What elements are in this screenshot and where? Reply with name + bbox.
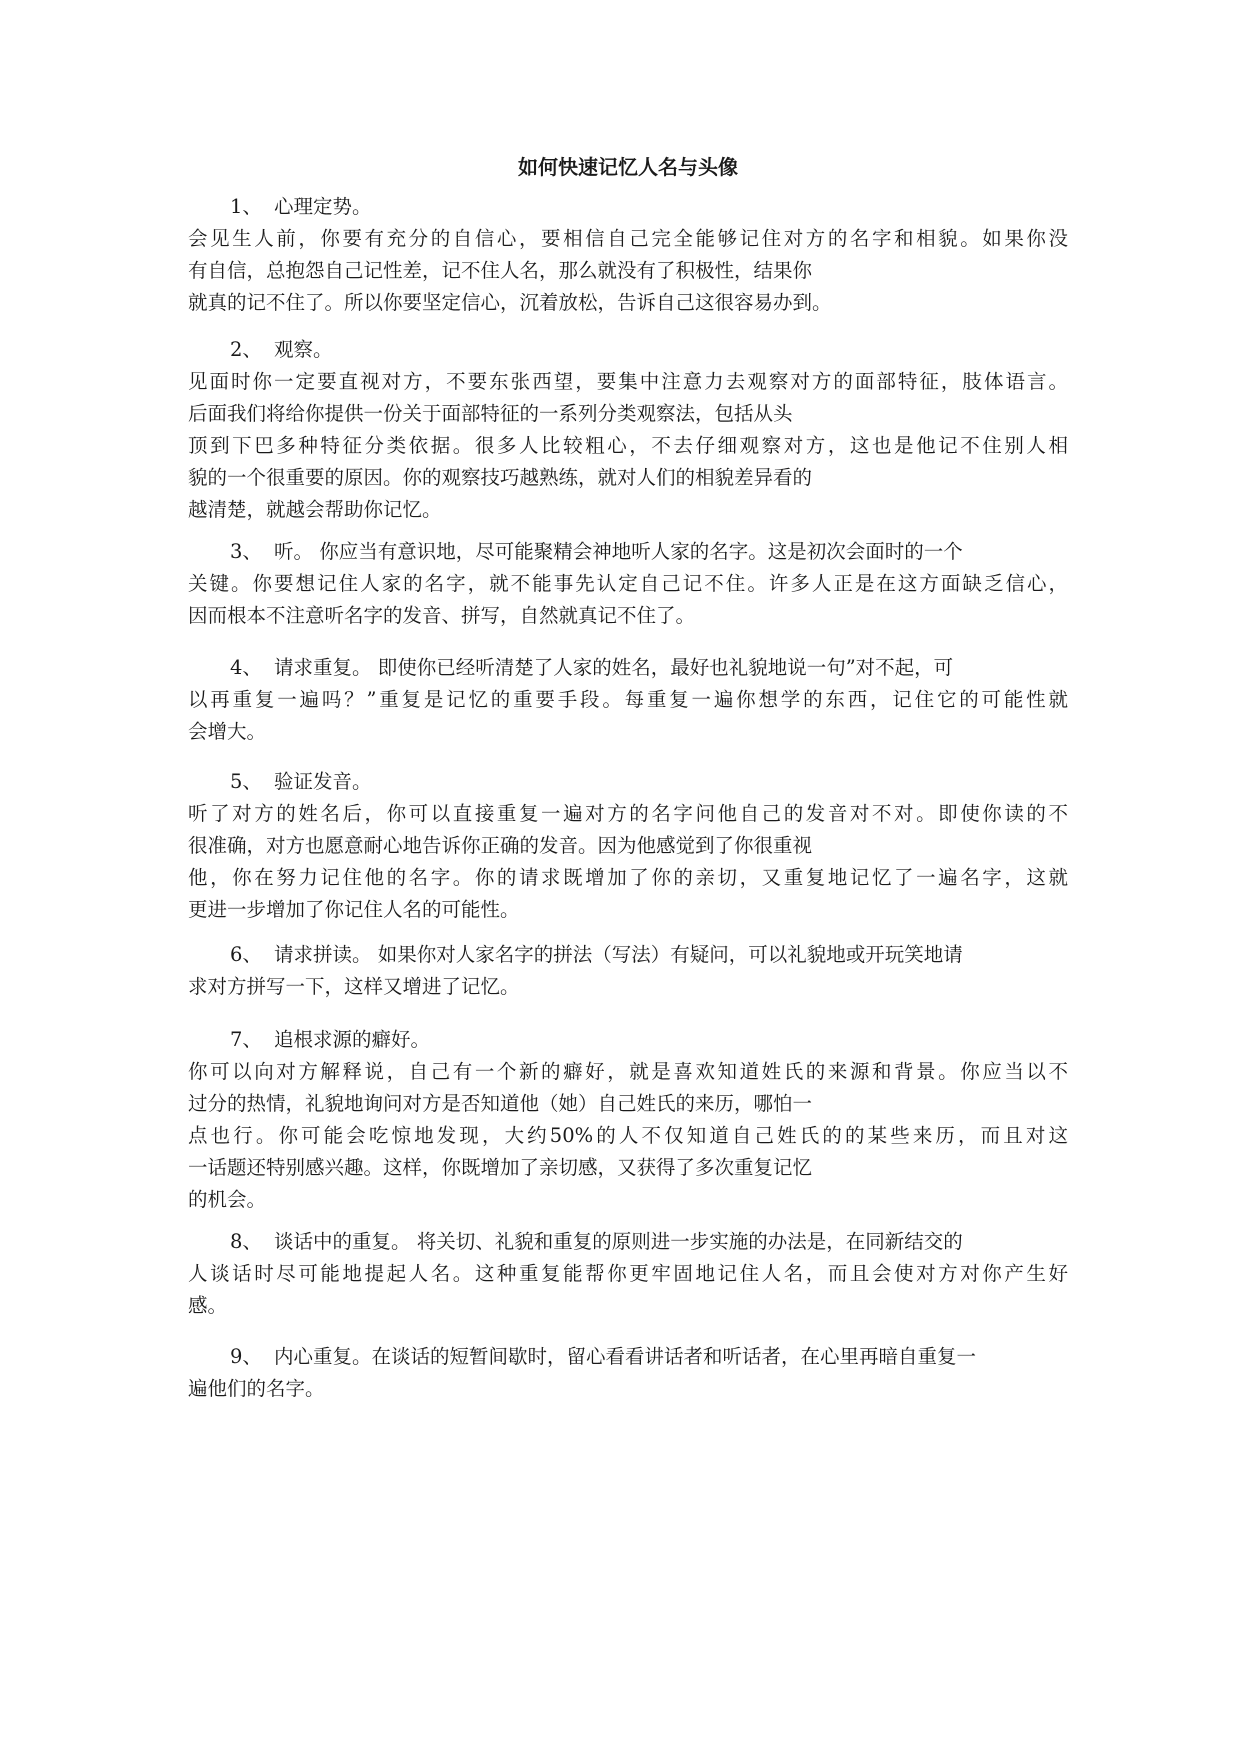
section-heading-text: 请求拼读。 如果你对人家名字的拼法（写法）有疑问，可以礼貌地或开玩笑地请: [274, 943, 963, 966]
paragraph-line: 因而根本不注意听名字的发音、拼写，自然就真记不住了。: [188, 604, 696, 627]
paragraph-line: 你可以向对方解释说，自己有一个新的癖好，就是喜欢知道姓氏的来源和背景。你应当以不: [188, 1060, 1068, 1083]
paragraph-line: 很准确，对方也愿意耐心地告诉你正确的发音。因为他感觉到了你很重视: [188, 834, 813, 857]
paragraph-line: 的机会。: [188, 1188, 267, 1211]
section-heading: [188, 939, 1068, 971]
paragraph-line: 貌的一个很重要的原因。你的观察技巧越熟练，就对人们的相貌差异看的: [188, 466, 813, 489]
section-number: 5、: [230, 770, 262, 793]
paragraph-line: 以再重复一遍吗？”重复是记忆的重要手段。每重复一遍你想学的东西，记住它的可能性就: [188, 688, 1068, 711]
section-heading: [188, 1024, 1068, 1056]
paragraph-line: 他，你在努力记住他的名字。你的请求既增加了你的亲切，又重复地记忆了一遍名字，这就: [188, 866, 1068, 889]
section-9: [188, 1341, 1068, 1405]
section-heading: [188, 1341, 1068, 1373]
section-number: 1、: [230, 195, 262, 218]
section-heading-text: 请求重复。 即使你已经听清楚了人家的姓名，最好也礼貌地说一句”对不起，可: [274, 656, 954, 679]
section-heading-text: 听。 你应当有意识地，尽可能聚精会神地听人家的名字。这是初次会面时的一个: [274, 540, 963, 563]
paragraph-line: 听了对方的姓名后，你可以直接重复一遍对方的名字问他自己的发音对不对。即使你读的不: [188, 802, 1068, 825]
paragraph-line: 会见生人前，你要有充分的自信心，要相信自己完全能够记住对方的名字和相貌。如果你没: [188, 227, 1068, 250]
paragraph-line: 求对方拼写一下，这样又增进了记忆。: [188, 975, 520, 998]
paragraph-line: 感。: [188, 1294, 228, 1317]
section-7: [188, 1024, 1068, 1216]
section-heading: [188, 652, 1068, 684]
section-3: [188, 536, 1068, 632]
section-heading: [188, 766, 1068, 798]
section-number: 8、: [230, 1230, 262, 1253]
paragraph-line: 会增大。: [188, 720, 267, 743]
section-number: 2、: [230, 338, 262, 361]
paragraph-line: 点也行。你可能会吃惊地发现，大约50%的人不仅知道自己姓氏的的某些来历，而且对这: [188, 1124, 1068, 1147]
paragraph-line: 一话题还特别感兴趣。这样，你既增加了亲切感，又获得了多次重复记忆: [188, 1156, 813, 1179]
section-number: 7、: [230, 1028, 262, 1051]
section-heading-text: 验证发音。: [274, 770, 372, 793]
section-heading: [188, 334, 1068, 366]
paragraph-line: 过分的热情，礼貌地询问对方是否知道他（她）自己姓氏的来历，哪怕一: [188, 1092, 813, 1115]
paragraph-line: 见面时你一定要直视对方，不要东张西望，要集中注意力去观察对方的面部特征，肢体语言。: [188, 370, 1068, 393]
section-1: [188, 191, 1068, 319]
section-number: 3、: [230, 540, 262, 563]
section-number: 6、: [230, 943, 262, 966]
section-number: 9、: [230, 1345, 262, 1368]
section-6: [188, 939, 1068, 1003]
section-heading-text: 观察。: [274, 338, 333, 361]
paragraph-line: 更进一步增加了你记住人名的可能性。: [188, 898, 520, 921]
section-heading-text: 谈话中的重复。 将关切、礼貌和重复的原则进一步实施的办法是，在同新结交的: [274, 1230, 963, 1253]
document-page: [188, 0, 1068, 1754]
section-heading-text: 心理定势。: [274, 195, 372, 218]
paragraph-line: 顶到下巴多种特征分类依据。很多人比较粗心，不去仔细观察对方，这也是他记不住别人相: [188, 434, 1068, 457]
paragraph-line: 有自信，总抱怨自己记性差，记不住人名，那么就没有了积极性，结果你: [188, 259, 813, 282]
section-4: [188, 652, 1068, 748]
section-2: [188, 334, 1068, 526]
section-heading: [188, 536, 1068, 568]
section-heading: [188, 191, 1068, 223]
paragraph-line: 后面我们将给你提供一份关于面部特征的一系列分类观察法，包括从头: [188, 402, 793, 425]
section-8: [188, 1226, 1068, 1322]
paragraph-line: 人谈话时尽可能地提起人名。这种重复能帮你更牢固地记住人名，而且会使对方对你产生好: [188, 1262, 1068, 1285]
section-number: 4、: [230, 656, 262, 679]
section-heading-text: 内心重复。在谈话的短暂间歇时，留心看看讲话者和听话者，在心里再暗自重复一: [274, 1345, 977, 1368]
document-title: 如何快速记忆人名与头像: [518, 155, 738, 179]
paragraph-line: 越清楚，就越会帮助你记忆。: [188, 498, 442, 521]
paragraph-line: 遍他们的名字。: [188, 1377, 325, 1400]
paragraph-line: 就真的记不住了。所以你要坚定信心，沉着放松，告诉自己这很容易办到。: [188, 291, 832, 314]
section-heading-text: 追根求源的癖好。: [274, 1028, 431, 1051]
paragraph-line: 关键。你要想记住人家的名字，就不能事先认定自己记不住。许多人正是在这方面缺乏信心，: [188, 572, 1068, 595]
section-heading: [188, 1226, 1068, 1258]
section-5: [188, 766, 1068, 926]
